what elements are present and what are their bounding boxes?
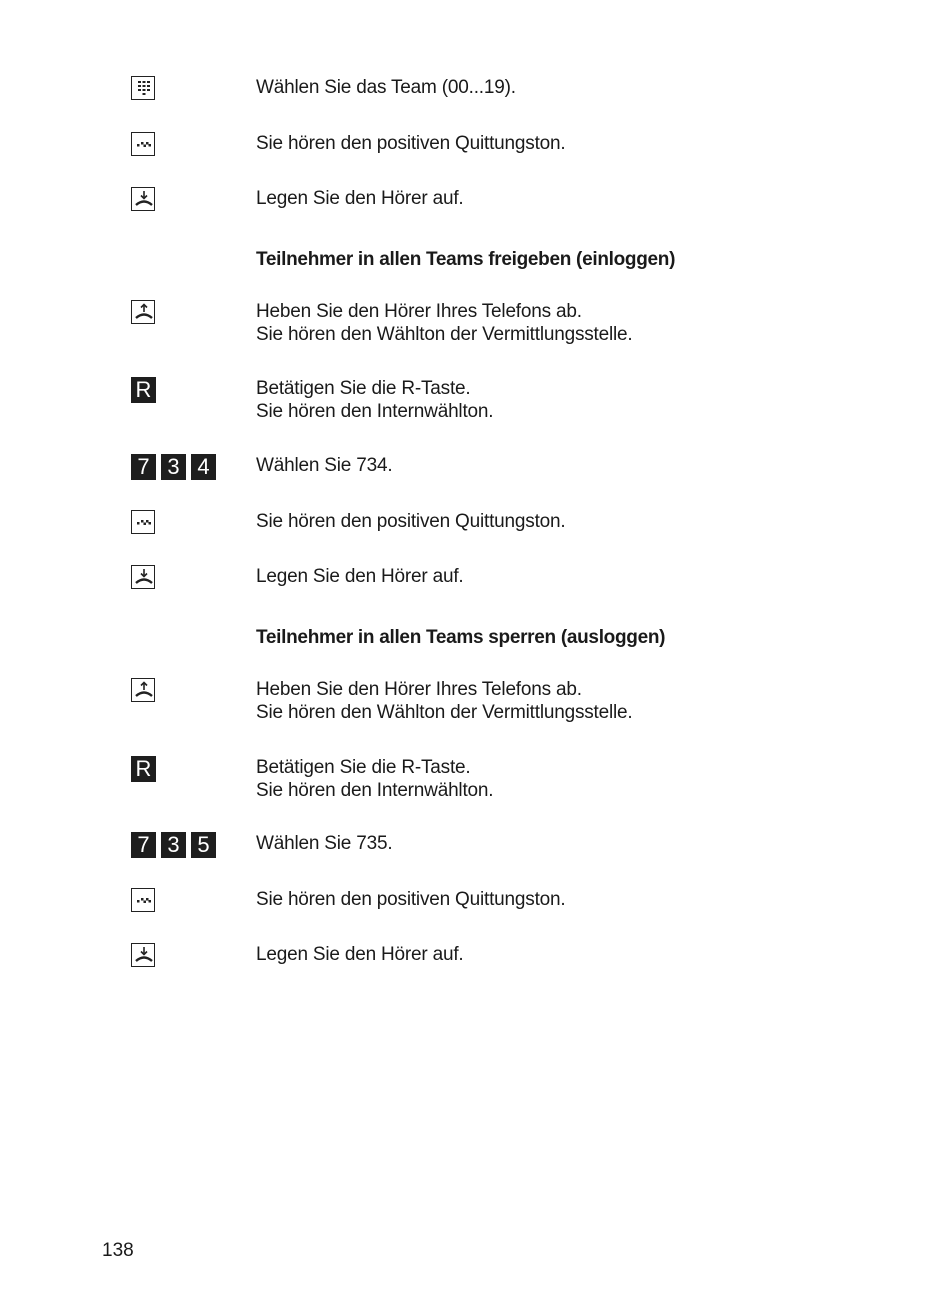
step-text-line: Heben Sie den Hörer Ihres Telefons ab. xyxy=(256,679,582,700)
digit-key: 3 xyxy=(161,454,186,480)
step-text: Wählen Sie das Team (00...19). xyxy=(256,77,516,98)
r-key: R xyxy=(131,377,156,403)
confirmation-tone-icon xyxy=(131,510,155,534)
step-text xyxy=(256,377,493,423)
step-text-line: Sie hören den Wählton der Vermittlungsstelle. xyxy=(256,702,633,723)
digit-key: 3 xyxy=(161,832,186,858)
digit-key: 5 xyxy=(191,832,216,858)
step-text: Legen Sie den Hörer auf. xyxy=(256,188,464,209)
step-text-line: Sie hören den Internwählton. xyxy=(256,401,494,422)
step-text-line: Betätigen Sie die R-Taste. xyxy=(256,757,471,778)
digit-key: 7 xyxy=(131,832,156,858)
hang-up-icon xyxy=(131,187,155,211)
step-text xyxy=(256,300,633,346)
step-text: Sie hören den positiven Quittungston. xyxy=(256,889,566,910)
step-text-line: Betätigen Sie die R-Taste. xyxy=(256,378,471,399)
step-text: Sie hören den positiven Quittungston. xyxy=(256,511,566,532)
step-text: Legen Sie den Hörer auf. xyxy=(256,944,464,965)
confirmation-tone-icon xyxy=(131,888,155,912)
step-text-line: Sie hören den Wählton der Vermittlungsstelle. xyxy=(256,324,633,345)
keypad-icon xyxy=(131,76,155,100)
confirmation-tone-icon xyxy=(131,132,155,156)
step-text xyxy=(256,756,493,802)
section-heading: Teilnehmer in allen Teams freigeben (einloggen) xyxy=(256,249,676,270)
step-text: Wählen Sie 734. xyxy=(256,455,393,476)
section-heading: Teilnehmer in allen Teams sperren (ausloggen) xyxy=(256,627,666,648)
pick-up-icon xyxy=(131,300,155,324)
hang-up-icon xyxy=(131,943,155,967)
r-key: R xyxy=(131,756,156,782)
digit-key: 7 xyxy=(131,454,156,480)
step-text: Wählen Sie 735. xyxy=(256,833,393,854)
hang-up-icon xyxy=(131,565,155,589)
step-text xyxy=(256,678,633,724)
step-text-line: Heben Sie den Hörer Ihres Telefons ab. xyxy=(256,301,582,322)
page-number: 138 xyxy=(102,1240,134,1261)
step-text: Sie hören den positiven Quittungston. xyxy=(256,133,566,154)
digit-key: 4 xyxy=(191,454,216,480)
step-text-line: Sie hören den Internwählton. xyxy=(256,780,494,801)
step-text: Legen Sie den Hörer auf. xyxy=(256,566,464,587)
pick-up-icon xyxy=(131,678,155,702)
